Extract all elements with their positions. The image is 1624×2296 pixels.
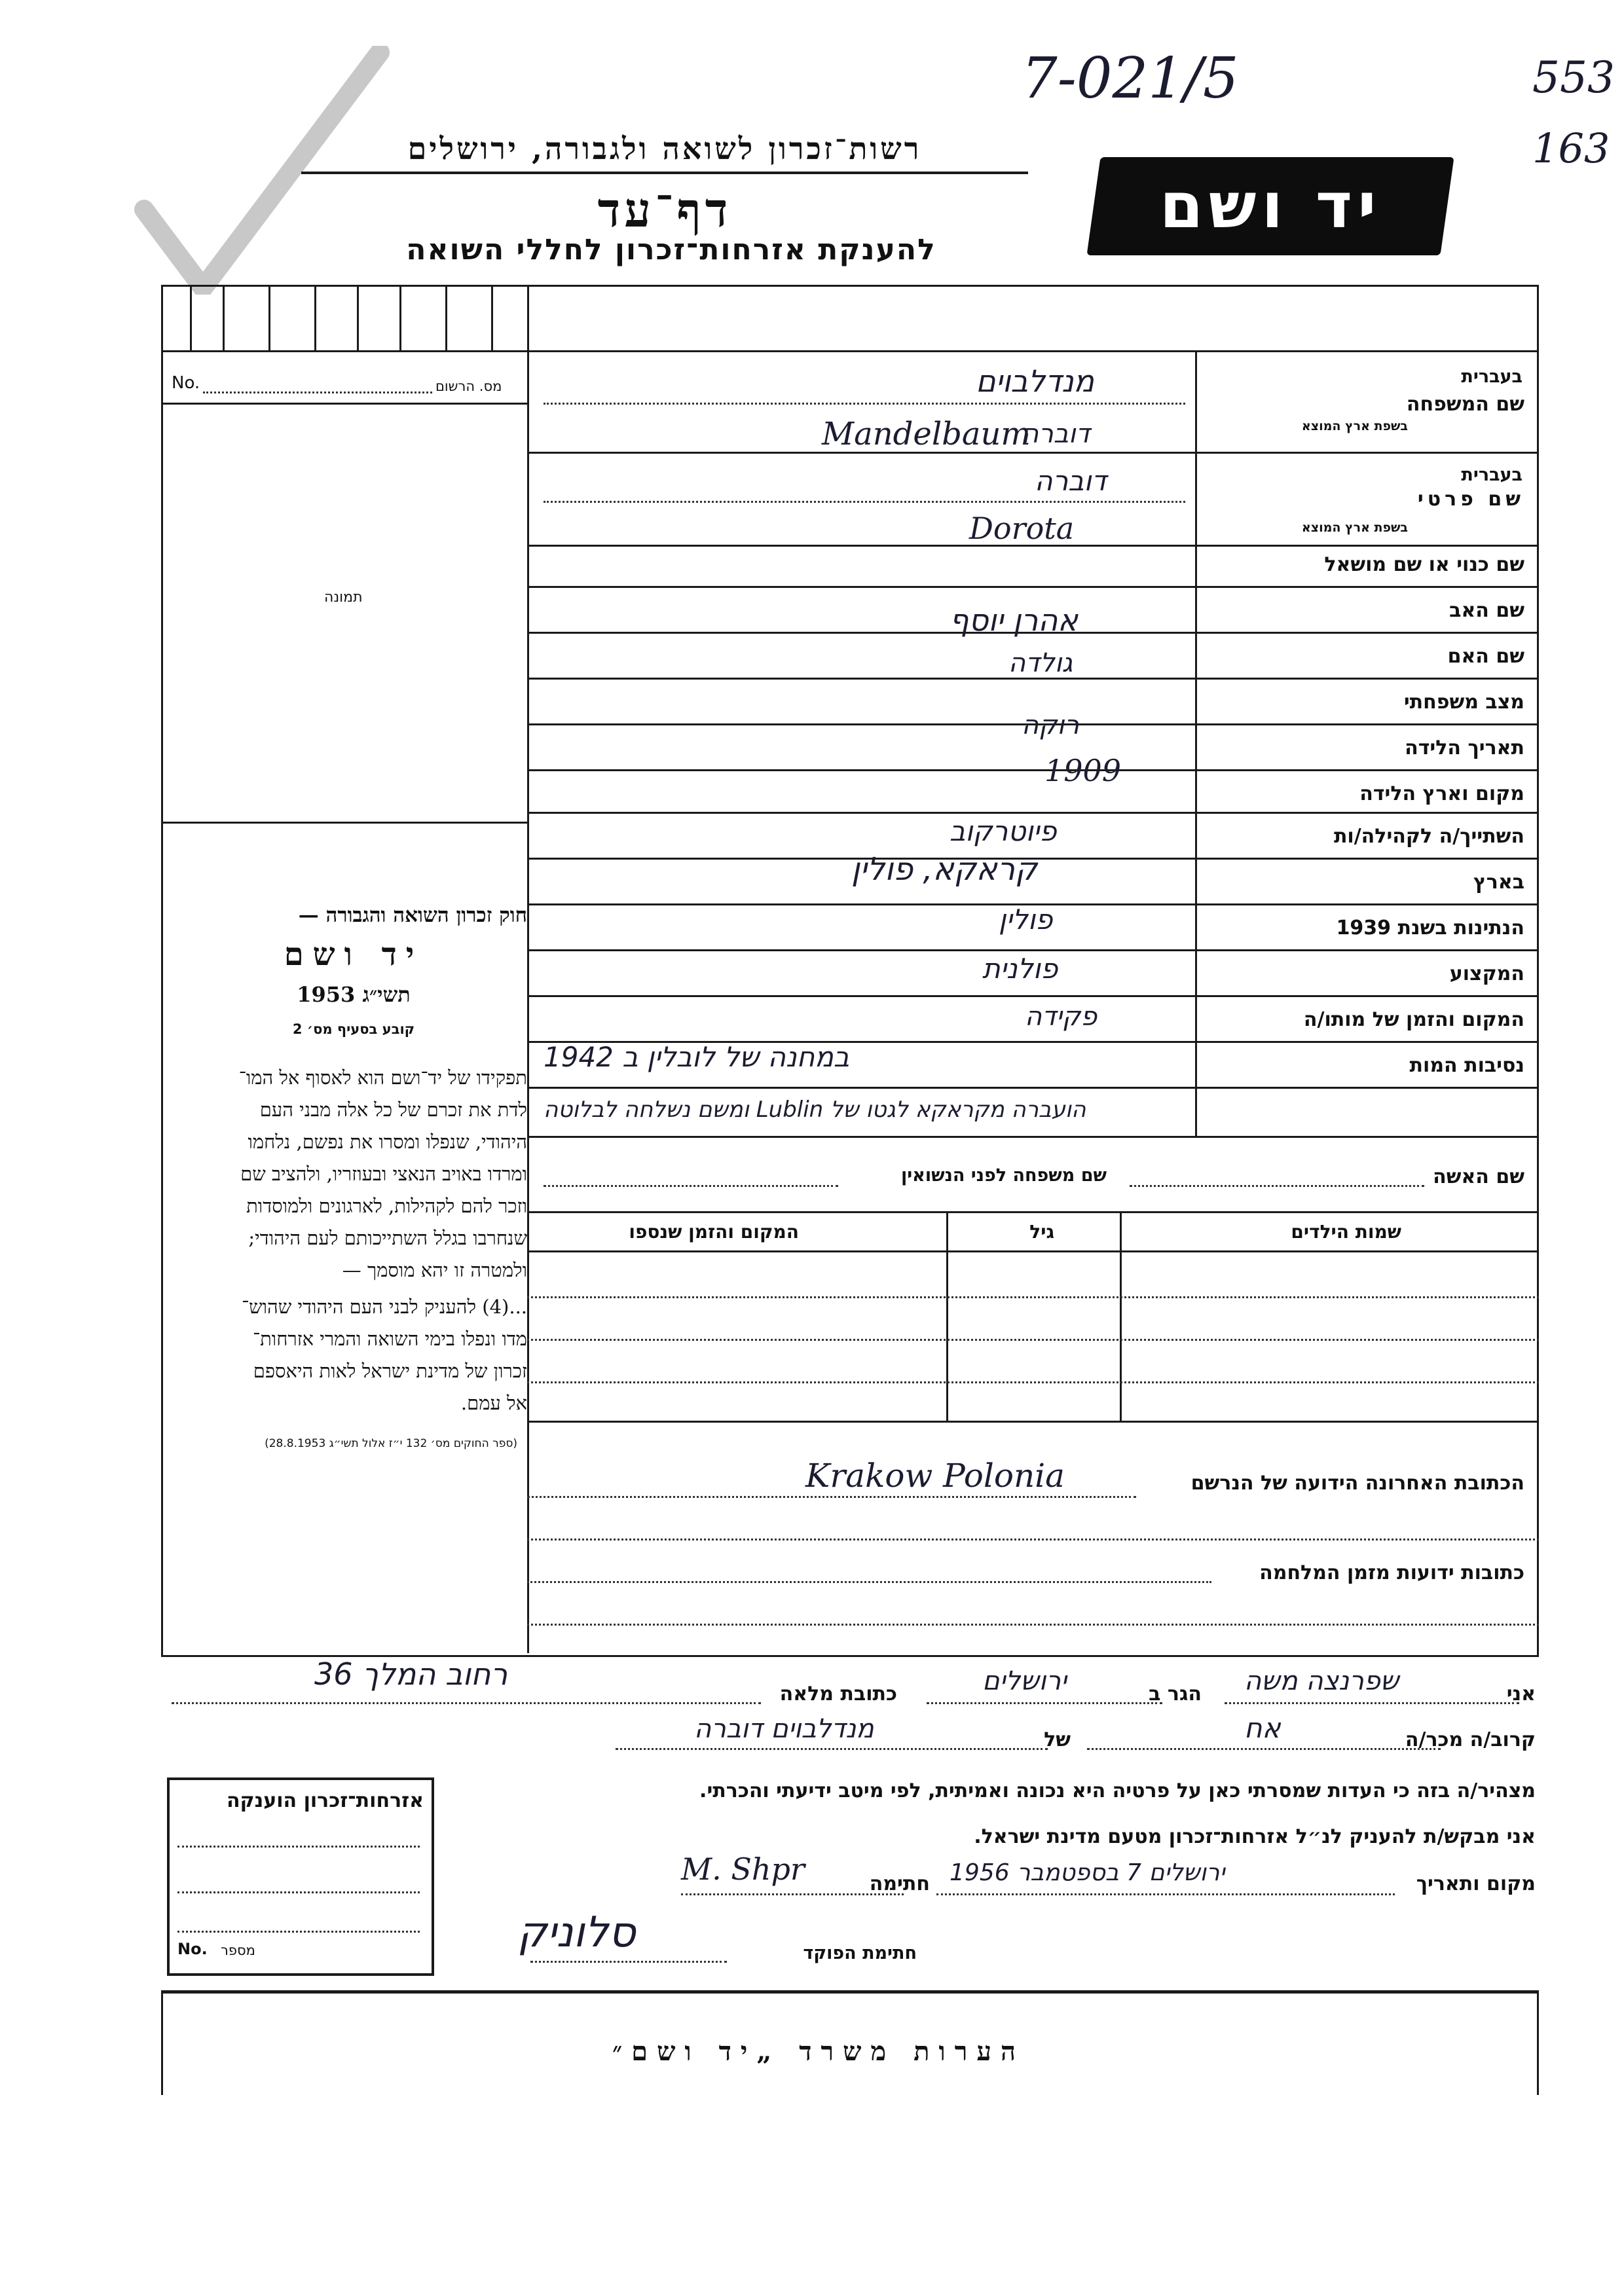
death-place-label: המקום והזמן של מותו/ה [1303,1008,1524,1031]
footer-right-edge [1537,1990,1539,2095]
grant-number-label: מספר [221,1942,255,1958]
witness-name-value: שפרנצה משה [1244,1666,1399,1696]
law-citation: (ספר החוקים מס׳ 132 י״ז אלול תשי״ג 28.8.1953) [265,1437,517,1450]
logo-text: יד ושם [1159,169,1382,242]
children-table-bottom [527,1421,1539,1423]
children-col-divider [1120,1211,1122,1421]
mother-label: שם האם [1447,645,1524,668]
witness-of-label: של [1044,1728,1071,1751]
birth-date-value: 1909 [1044,753,1122,788]
authority-name: רשות־זכרון לשואה ולגבורה, ירושלים [407,131,922,166]
box-cell-7 [445,285,447,350]
reg-no-label: מס. הרשום [435,378,502,394]
children-names-header: שמות הילדים [1291,1221,1401,1243]
first-he-dots [544,501,1185,503]
family-name-latin-he-value: דוברה [1022,419,1090,449]
wife-name-label: שם האשה [1433,1165,1524,1188]
country-lang-label: בשפת ארץ המוצא [1301,419,1408,433]
row-line [527,949,1539,951]
witness-request: אני מבקש/ת להעניק לנ״ל אזרחות־זכרון מטעם מדינת ישראל. [974,1825,1536,1848]
first-name-label: שם פרטי [1417,488,1524,511]
citizenship-value: פולנית [982,953,1058,985]
box-row-line [161,350,1539,352]
footer-left-edge [161,1990,163,2095]
country-lang-label: בשפת ארץ המוצא [1301,520,1408,535]
witness-relation-dots [1087,1748,1441,1750]
family-name-latin-value: Mandelbaum [822,416,1031,452]
officer-signature-label: חתימת הפוקד [803,1943,917,1963]
profession-value: פקידה [1025,1002,1098,1032]
witness-address-label: כתובת מלאה [779,1683,897,1705]
hebrew-label: בעברית [1461,367,1522,387]
children-row-dots [527,1339,1539,1341]
row-line [527,769,1539,771]
box-cell-6 [399,285,401,350]
witness-declaration: מצהיר/ה בזה כי העדות שמסרתי כאן על פרטיה היא נכונה ואמיתית, לפי מיטב ידיעתי והכרתי. [699,1779,1536,1802]
last-address-label: הכתובת האחרונה הידועה של הנרשם [1190,1472,1524,1495]
witness-signature-dots [681,1893,904,1895]
law-year: תשי״ג 1953 [297,982,411,1007]
reg-no-prefix: No. [172,373,200,393]
witness-address-dots [172,1702,761,1704]
father-label: שם האב [1449,599,1524,622]
birth-date-label: תאריך הלידה [1405,737,1524,759]
witness-of-dots [616,1748,1048,1750]
death-cause-label: נסיבות המות [1409,1054,1524,1077]
marital-value: רוקה [1022,710,1079,740]
last-address-value: Krakow Polonia [805,1457,1065,1495]
office-notes-heading: הערות משרד „יד ושם״ [612,2036,1025,2067]
community-value: קראקא, פולין [851,851,1038,888]
frame-right [1537,285,1539,1656]
grant-box-title: אזרחות־זכרון הוענקה [226,1789,424,1812]
witness-relative-label: קרוב/ה מכר/ה [1405,1728,1536,1751]
first-name-hebrew-value: דוברה [1035,465,1107,497]
form-subtitle: להענקת אזרחות־זכרון לחללי השואה [406,233,936,266]
witness-of-value: מנדלבוים דוברה [694,1714,874,1744]
witness-city-dots [927,1702,1162,1704]
children-table-top [527,1211,1539,1213]
law-text-line: אל עמם. [460,1392,527,1414]
box-cell-3 [268,285,270,350]
nickname-label: שם כנוי או שם מושאל [1324,553,1524,576]
law-text-line: תפקידו של יד־ושם הוא לאסוף אל המו־ [238,1066,527,1089]
officer-signature-dots [530,1961,727,1963]
frame-top [161,285,1539,287]
box-cell-8 [491,285,493,350]
marital-label: מצב משפחתי [1403,691,1524,714]
children-col-divider [946,1211,948,1421]
grant-box-dots [177,1846,420,1848]
law-heading: חוק זכרון השואה והגבורה — [298,903,527,927]
witness-i-label: אני [1506,1683,1536,1705]
community-label: השתייך/ה לקהילה/ות [1333,825,1524,848]
photo-box-bottom [161,822,528,824]
form-title: דף־עד [597,182,732,238]
law-text-line: מדו ונפלו בימי השואה והמרי אזרחות־ [252,1328,527,1350]
box-cell-5 [357,285,359,350]
witness-signature-value: M. Shpr [681,1851,805,1887]
frame-divider [527,285,529,1653]
box-cell-1 [190,285,192,350]
witness-name-dots [1225,1702,1519,1704]
grant-box-dots [177,1891,420,1893]
law-clause-ref: קובע בסעיף מס׳ 2 [292,1021,415,1037]
frame-left [161,285,163,1656]
address-dots [527,1539,1539,1540]
officer-signature-value: סלוניק [517,1908,636,1957]
witness-address-value: רחוב המלך 36 [314,1656,508,1692]
birth-place-value: פיוטרקוב [950,815,1057,847]
witness-relation-value: אח [1244,1712,1281,1744]
corner-number-bottom: 163 [1532,124,1610,172]
hebrew-label: בעברית [1461,465,1522,485]
reg-no-dots [203,392,432,393]
law-text-line: לדת את זכרם של כל אלה מבני העם [259,1099,527,1121]
label-divider [1195,350,1197,1136]
grant-box [167,1777,434,1976]
maiden-name-dots [544,1185,838,1187]
birth-place-label: מקום וארץ הלידה [1359,782,1524,805]
witness-city-value: ירושלים [982,1666,1067,1696]
war-addresses-label: כתובות ידועות מזמן המלחמה [1259,1561,1524,1584]
photo-label: תמונה [324,589,363,606]
father-value: אהרן יוסף [950,602,1079,638]
reg-no-underline [161,403,528,405]
law-text-line: ומרדו באויב הנאצי ובעוזריו, ולהציב שם [240,1163,527,1185]
family-name-label: שם המשפחה [1406,393,1524,416]
law-text-line: זכרון של מדינת ישראל לאות היאספם [253,1360,527,1382]
file-number: 7-021/5 [1022,46,1239,111]
row-line [527,452,1539,454]
row-line [527,586,1539,588]
death-cause-value: הועברה מקראקא לגטו של Lublin ומשם נשלחה לבלוטה [544,1097,1086,1123]
place-date-value: ירושלים 7 בספטמבר 1956 [950,1859,1225,1886]
authority-underline [301,172,1028,174]
country-value: פולין [999,903,1053,936]
law-text-line: ולמטרה זו יהא מוסמך — [342,1259,527,1281]
box-cell-4 [314,285,316,350]
row-line [527,1136,1539,1138]
wife-name-dots [1130,1185,1424,1187]
grant-number-prefix: No. [177,1940,208,1958]
law-text-line: וזכר להם לקהילות, לארגונים ולמוסדות [246,1195,527,1217]
row-line [527,1087,1539,1089]
first-name-latin-value: Dorota [969,511,1075,546]
children-header-line [527,1250,1539,1252]
law-text-line: ...(4) להעניק לבני העם היהודי שהוש־ [241,1296,527,1318]
yad-vashem-logo [1086,157,1454,255]
mother-value: גולדה [1008,648,1073,678]
witness-resident-label: הגר ב [1149,1683,1202,1705]
country-label: בארץ [1473,871,1524,894]
place-date-dots [936,1893,1395,1895]
row-line [527,995,1539,997]
footer-rule [161,1990,1539,1994]
children-row-dots [527,1381,1539,1383]
war-address-dots [527,1581,1211,1583]
children-place-header: המקום והזמן שנספו [629,1221,799,1243]
war-address-dots [527,1624,1539,1626]
grant-box-dots [177,1931,420,1933]
box-cell-2 [223,285,225,350]
place-date-label: מקום ותאריך [1416,1872,1536,1895]
law-text-line: היהודי, שנפלו ומסרו את נפשם, נלחמו [248,1131,527,1153]
profession-label: המקצוע [1449,962,1524,985]
corner-number-top: 553 [1532,52,1615,103]
family-name-hebrew-value: מנדלבוים [976,363,1094,399]
maiden-name-label: שם משפחה לפני הנשואין [900,1165,1107,1186]
death-place-time-value: במחנה של לובלין ב 1942 [544,1041,850,1073]
family-he-dots [544,403,1185,405]
law-text-line: שנחרבו בגלל השתייכותם לעם היהודי; [248,1227,527,1249]
row-line [527,812,1539,814]
witness-signature-label: חתימה [869,1872,930,1895]
children-age-header: גיל [1029,1221,1054,1243]
law-name: יד ושם [284,936,424,973]
citizenship-label: הנתינות בשנת 1939 [1336,917,1524,939]
children-row-dots [527,1296,1539,1298]
last-address-dots [527,1496,1136,1498]
